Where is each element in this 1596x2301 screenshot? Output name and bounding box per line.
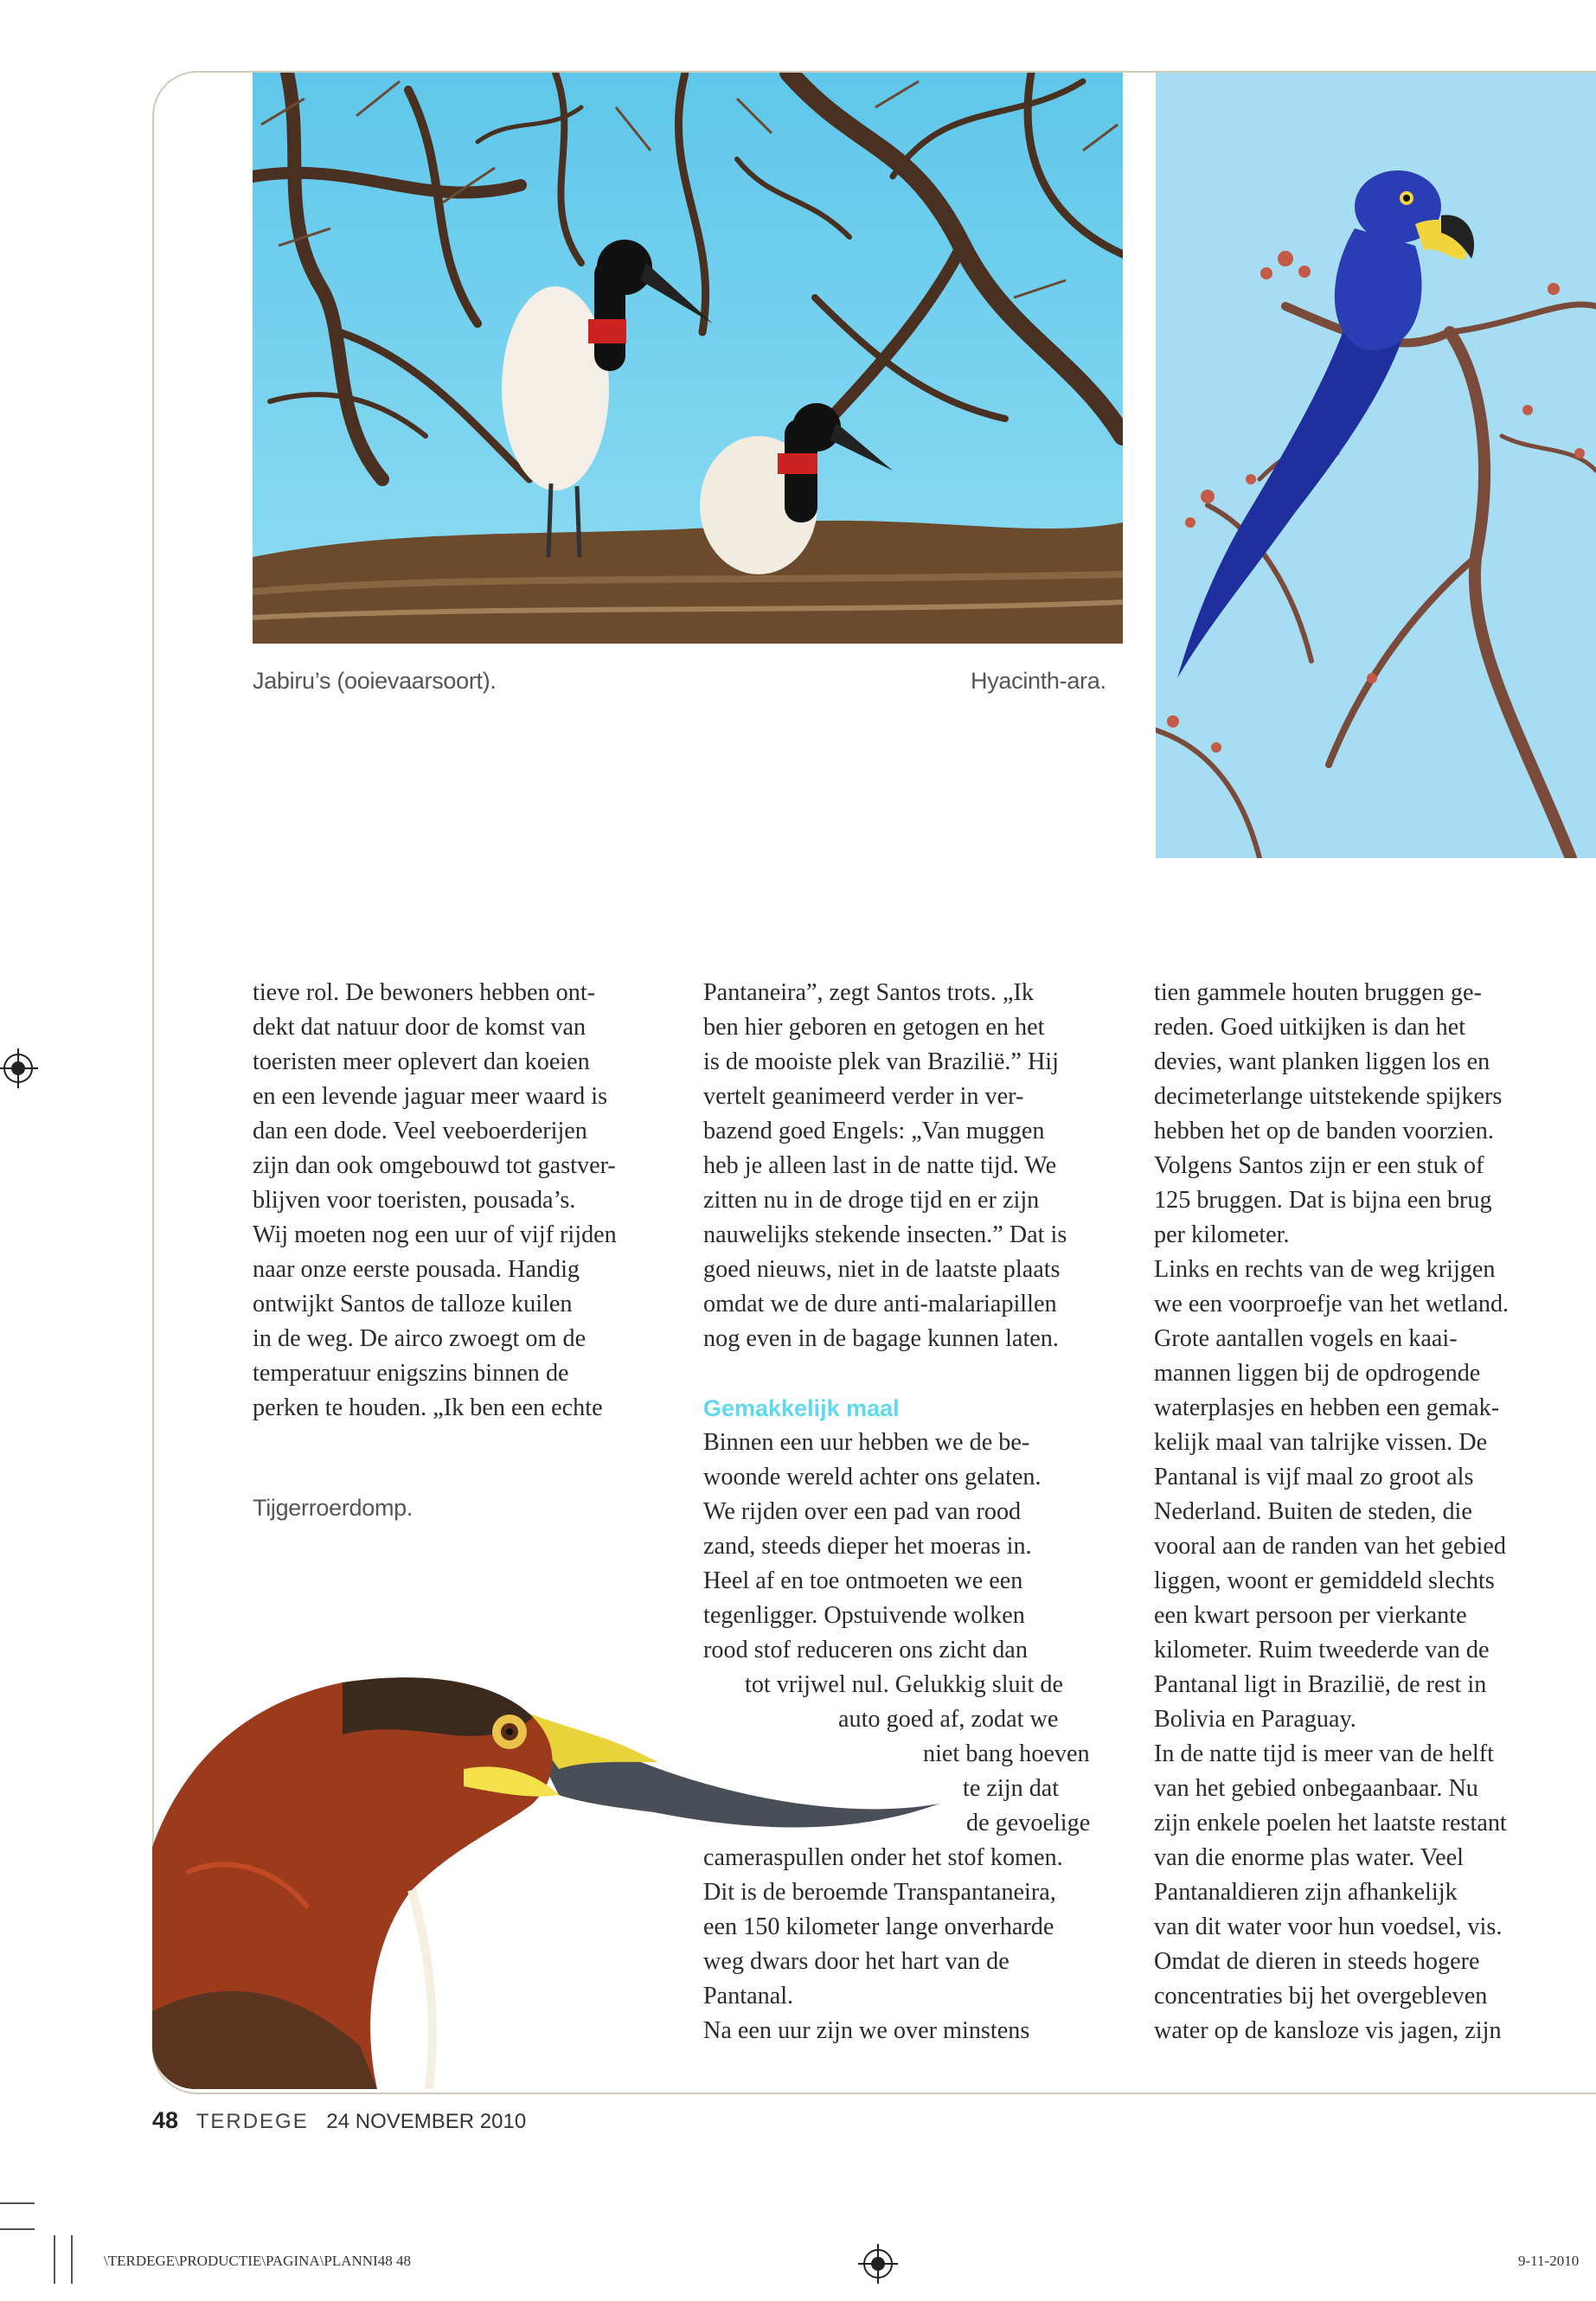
crop-mark <box>71 2235 73 2284</box>
body-line: en een levende jaguar meer waard is <box>253 1083 608 1110</box>
body-line: nog even in de bagage kunnen laten. <box>703 1325 1059 1352</box>
text-column-1 <box>253 976 689 1426</box>
body-line: Pantanaldieren zijn afhankelijk <box>1154 1879 1458 1906</box>
body-line: goed nieuws, niet in de laatste plaats <box>703 1256 1061 1283</box>
body-line: mannen liggen bij de opdrogende <box>1154 1360 1481 1387</box>
registration-mark-icon <box>863 2249 893 2279</box>
body-line: omdat we de dure anti-malariapillen <box>703 1291 1057 1317</box>
body-line: dan een dode. Veel veeboerderijen <box>253 1118 587 1144</box>
body-line: rood stof reduceren ons zicht dan <box>703 1637 1028 1663</box>
body-line: hebben het op de banden voorzien. <box>1154 1118 1494 1144</box>
registration-mark-icon <box>3 1054 33 1083</box>
body-line: Nederland. Buiten de steden, die <box>1154 1498 1472 1525</box>
body-line: niet bang hoeven <box>923 1740 1090 1767</box>
body-line: is de mooiste plek van Brazilië.” Hij <box>703 1048 1059 1075</box>
body-line: Na een uur zijn we over minstens <box>703 2017 1030 2044</box>
body-line: weg dwars door het hart van de <box>703 1948 1010 1975</box>
heron-caption: Tijgerroerdomp. <box>253 1495 413 1521</box>
body-line: zitten nu in de droge tijd en er zijn <box>703 1187 1040 1214</box>
body-line: 125 bruggen. Dat is bijna een brug <box>1154 1187 1492 1214</box>
crop-mark <box>0 2228 35 2230</box>
body-line: per kilometer. <box>1154 1221 1290 1248</box>
body-line: woonde wereld achter ons gelaten. <box>703 1464 1042 1490</box>
body-line: ontwijkt Santos de talloze kuilen <box>253 1291 573 1317</box>
body-line: vertelt geanimeerd verder in ver- <box>703 1083 1024 1110</box>
body-line: devies, want planken liggen los en <box>1154 1048 1490 1075</box>
body-line: Omdat de dieren in steeds hogere <box>1154 1948 1480 1975</box>
body-line: Pantaneira”, zegt Santos trots. „Ik <box>703 979 1034 1006</box>
jabiru-caption: Jabiru’s (ooievaarsoort). <box>253 668 497 694</box>
body-line: heb je alleen last in de natte tijd. We <box>703 1152 1057 1179</box>
body-line: ben hier geboren en getogen en het <box>703 1014 1045 1041</box>
body-line: Heel af en toe ontmoeten we een <box>703 1567 1023 1594</box>
body-line: decimeterlange uitstekende spijkers <box>1154 1083 1503 1110</box>
body-line: tegenligger. Opstuivende wolken <box>703 1602 1025 1629</box>
body-line: tot vrijwel nul. Gelukkig sluit de <box>745 1671 1063 1698</box>
body-line: Dit is de beroemde Transpantaneira, <box>703 1879 1056 1906</box>
body-line: kelijk maal van talrijke vissen. De <box>1154 1429 1488 1456</box>
print-slug-date: 9-11-2010 <box>1518 2253 1580 2269</box>
body-line: Wij moeten nog een uur of vijf rijden <box>253 1221 617 1248</box>
text-column-2 <box>703 976 1140 2048</box>
body-line: temperatuur enigszins binnen de <box>253 1360 569 1387</box>
hyacinth-caption: Hyacinth-ara. <box>971 668 1106 694</box>
body-line: perken te houden. „Ik ben een echte <box>253 1394 603 1421</box>
body-line: tieve rol. De bewoners hebben ont- <box>253 979 596 1006</box>
body-line: van dit water voor hun voedsel, vis. <box>1154 1913 1503 1940</box>
body-line: In de natte tijd is meer van de helft <box>1154 1740 1494 1767</box>
body-line: dekt dat natuur door de komst van <box>253 1014 586 1041</box>
body-line: bazend goed Engels: „Van muggen <box>703 1118 1045 1144</box>
body-line: we een voorproefje van het wetland. <box>1154 1291 1509 1317</box>
body-line: een kwart persoon per vierkante <box>1154 1602 1467 1629</box>
page-footer <box>152 2107 526 2134</box>
body-line: Bolivia en Paraguay. <box>1154 1706 1356 1733</box>
body-line: zijn dan ook omgebouwd tot gastver- <box>253 1152 616 1179</box>
body-line: Pantanal. <box>703 1983 794 2009</box>
body-line: Links en rechts van de weg krijgen <box>1154 1256 1496 1283</box>
jabiru-photo <box>253 73 1123 644</box>
body-line: vooral aan de randen van het gebied <box>1154 1533 1506 1560</box>
body-line: Volgens Santos zijn er een stuk of <box>1154 1152 1484 1179</box>
body-line: blijven voor toeristen, pousada’s. <box>253 1187 576 1214</box>
body-line: cameraspullen onder het stof komen. <box>703 1844 1063 1871</box>
body-line: naar onze eerste pousada. Handig <box>253 1256 580 1283</box>
body-line: We rijden over een pad van rood <box>703 1498 1022 1525</box>
body-line: van die enorme plas water. Veel <box>1154 1844 1464 1871</box>
body-line: te zijn dat <box>963 1775 1060 1802</box>
body-line: van het gebied onbegaanbaar. Nu <box>1154 1775 1478 1802</box>
body-line: Binnen een uur hebben we de be- <box>703 1429 1030 1456</box>
body-line: in de weg. De airco zwoegt om de <box>253 1325 586 1352</box>
hyacinth-macaw-photo <box>1156 73 1596 858</box>
body-line: water op de kansloze vis jagen, zijn <box>1154 2017 1502 2044</box>
text-column-3 <box>1154 976 1591 2048</box>
issue-date: 24 NOVEMBER 2010 <box>326 2110 527 2133</box>
body-line: Pantanal ligt in Brazilië, de rest in <box>1154 1671 1487 1698</box>
body-line: Pantanal is vijf maal zo groot als <box>1154 1464 1474 1490</box>
crop-mark <box>0 2202 35 2204</box>
body-line: waterplasjes en hebben een gemak- <box>1154 1394 1500 1421</box>
body-line: zijn enkele poelen het laatste restant <box>1154 1810 1507 1836</box>
body-line: de gevoelige <box>966 1810 1091 1836</box>
body-line: nauwelijks stekende insecten.” Dat is <box>703 1221 1067 1248</box>
body-line: toeristen meer oplevert dan koeien <box>253 1048 590 1075</box>
body-line: liggen, woont er gemiddeld slechts <box>1154 1567 1495 1594</box>
subheading: Gemakkelijk maal <box>703 1395 900 1421</box>
crop-mark <box>54 2235 55 2284</box>
body-line: zand, steeds dieper het moeras in. <box>703 1533 1032 1560</box>
body-line: een 150 kilometer lange onverharde <box>703 1913 1054 1940</box>
magazine-name: TERDEGE <box>195 2110 309 2133</box>
page-number: 48 <box>152 2107 179 2133</box>
body-line: reden. Goed uitkijken is dan het <box>1154 1014 1466 1041</box>
body-line: Grote aantallen vogels en kaai- <box>1154 1325 1458 1352</box>
body-line: kilometer. Ruim tweederde van de <box>1154 1637 1490 1663</box>
print-slug-path: \TERDEGE\PRODUCTIE\PAGINA\PLANNI48 48 <box>104 2253 411 2269</box>
body-line: concentraties bij het overgebleven <box>1154 1983 1488 2009</box>
body-line: auto goed af, zodat we <box>838 1706 1059 1733</box>
body-line: tien gammele houten bruggen ge- <box>1154 979 1482 1006</box>
